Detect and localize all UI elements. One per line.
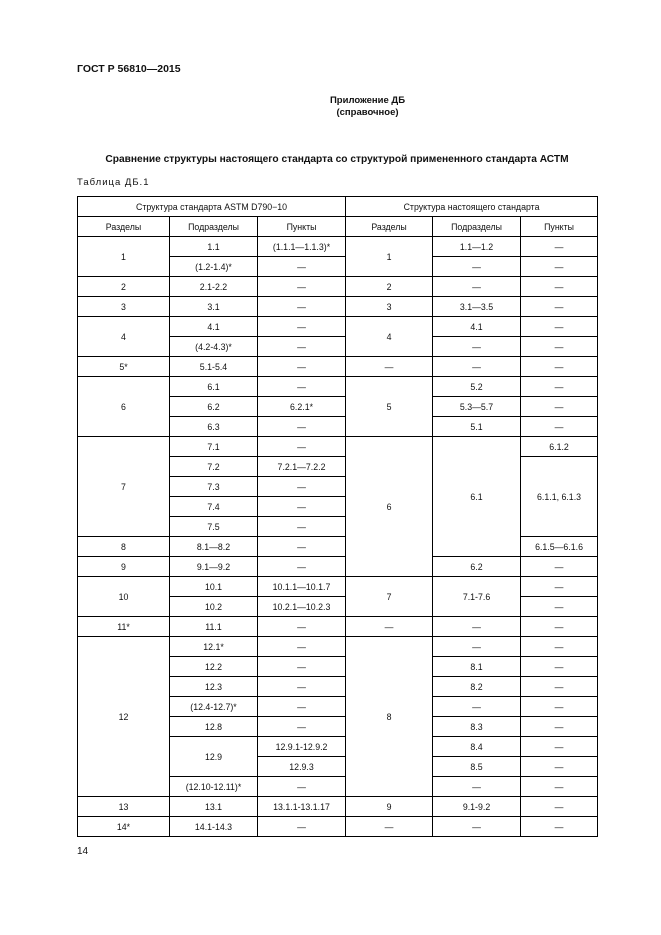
table-row — [78, 617, 598, 637]
table-cell: 4.1 — [170, 317, 258, 337]
table-cell: 13 — [78, 797, 170, 817]
table-cell: 6 — [78, 377, 170, 437]
table-cell: (12.4-12.7)* — [170, 697, 258, 717]
table-cell: 10 — [78, 577, 170, 617]
table-cell: — — [258, 357, 346, 377]
table-row — [78, 557, 598, 577]
table-cell: — — [346, 617, 433, 637]
table-cell: 3.1 — [170, 297, 258, 317]
table-cell: — — [521, 757, 598, 777]
table-cell: — — [521, 257, 598, 277]
table-cell: — — [521, 677, 598, 697]
table-cell: — — [433, 617, 521, 637]
table-cell: 3.1—3.5 — [433, 297, 521, 317]
table-cell: 1 — [78, 237, 170, 277]
table-cell: 9 — [78, 557, 170, 577]
table-cell: 1 — [346, 237, 433, 277]
table-cell: 1.1—1.2 — [433, 237, 521, 257]
table-cell: — — [258, 317, 346, 337]
table-cell: 9.1—9.2 — [170, 557, 258, 577]
table-cell: 14.1-14.3 — [170, 817, 258, 837]
table-cell: 6.1.1, 6.1.3 — [521, 457, 598, 537]
table-cell: 5.1 — [433, 417, 521, 437]
table-cell: 7.5 — [170, 517, 258, 537]
table-cell: 5.2 — [433, 377, 521, 397]
table-row — [78, 797, 598, 817]
section-heading: Сравнение структуры настоящего стандарта со структурой примененного стандарта АСТМ — [105, 154, 569, 165]
table-cell: 7.1 — [170, 437, 258, 457]
table-cell: 5.1-5.4 — [170, 357, 258, 377]
table-cell: 13.1 — [170, 797, 258, 817]
table-cell: — — [258, 617, 346, 637]
appendix-title: Приложение ДБ — [329, 95, 406, 106]
table-cell: — — [521, 277, 598, 297]
table-cell: — — [433, 637, 521, 657]
table-row — [78, 277, 598, 297]
table-cell: 1.1 — [170, 237, 258, 257]
table-cell: 12.8 — [170, 717, 258, 737]
table-cell: (12.10-12.11)* — [170, 777, 258, 797]
table-cell: (1.1.1—1.1.3)* — [258, 237, 346, 257]
table-cell: 10.1.1—10.1.7 — [258, 577, 346, 597]
table-cell: 10.1 — [170, 577, 258, 597]
column-header: Подразделы — [170, 217, 258, 237]
table-row — [78, 317, 598, 337]
table-cell: — — [258, 277, 346, 297]
table-cell: — — [521, 397, 598, 417]
table-cell: — — [521, 737, 598, 757]
table-cell: — — [521, 417, 598, 437]
group-header-astm: Структура стандарта ASTM D790−10 — [78, 197, 346, 217]
table-cell: 6.2 — [433, 557, 521, 577]
table-cell: — — [258, 697, 346, 717]
table-cell: — — [258, 557, 346, 577]
table-cell: 7.2 — [170, 457, 258, 477]
table-row — [78, 357, 598, 377]
table-cell: (4.2-4.3)* — [170, 337, 258, 357]
table-cell: — — [258, 257, 346, 277]
table-cell: — — [521, 237, 598, 257]
table-cell: 7 — [78, 437, 170, 537]
table-cell: — — [521, 557, 598, 577]
table-cell: 4 — [346, 317, 433, 357]
table-cell: 10.2 — [170, 597, 258, 617]
table-cell: 8 — [346, 637, 433, 797]
table-cell: — — [258, 437, 346, 457]
table-row — [78, 817, 598, 837]
table-cell: 8.4 — [433, 737, 521, 757]
table-cell: — — [521, 377, 598, 397]
table-cell: 6.1.2 — [521, 437, 598, 457]
table-cell: 8 — [78, 537, 170, 557]
table-cell: — — [433, 697, 521, 717]
table-cell: — — [521, 817, 598, 837]
column-header: Подразделы — [433, 217, 521, 237]
table-row — [78, 377, 598, 397]
table-cell: 11* — [78, 617, 170, 637]
table-cell: — — [433, 357, 521, 377]
table-cell: 6.1 — [170, 377, 258, 397]
table-cell: 4 — [78, 317, 170, 357]
table-cell: — — [258, 637, 346, 657]
table-cell: — — [258, 297, 346, 317]
column-header: Разделы — [346, 217, 433, 237]
table-cell: — — [521, 597, 598, 617]
table-cell: — — [433, 277, 521, 297]
table-cell: 7.1-7.6 — [433, 577, 521, 617]
comparison-table — [77, 196, 598, 837]
table-cell: — — [521, 697, 598, 717]
appendix-type: (справочное) — [336, 107, 399, 118]
table-caption: Таблица ДБ.1 — [77, 177, 150, 188]
table-cell: 3 — [346, 297, 433, 317]
table-cell: — — [258, 377, 346, 397]
table-cell: — — [433, 777, 521, 797]
table-cell: 12 — [78, 637, 170, 797]
table-cell: — — [258, 777, 346, 797]
table-cell: 6.3 — [170, 417, 258, 437]
table-cell: 6.1.5—6.1.6 — [521, 537, 598, 557]
table-cell: 12.9.1-12.9.2 — [258, 737, 346, 757]
table-cell: — — [433, 817, 521, 837]
column-header: Пункты — [521, 217, 598, 237]
table-cell: — — [521, 337, 598, 357]
table-cell: 10.2.1—10.2.3 — [258, 597, 346, 617]
table-cell: 7.2.1—7.2.2 — [258, 457, 346, 477]
table-cell: — — [258, 817, 346, 837]
table-cell: 2 — [346, 277, 433, 297]
table-cell: — — [258, 717, 346, 737]
table-cell: 3 — [78, 297, 170, 317]
table-cell: 6.1 — [433, 437, 521, 557]
table-cell: — — [258, 517, 346, 537]
table-cell: — — [258, 337, 346, 357]
table-cell: — — [258, 657, 346, 677]
table-cell: — — [258, 477, 346, 497]
table-cell: 12.9 — [170, 737, 258, 777]
table-cell: — — [258, 677, 346, 697]
column-header: Разделы — [78, 217, 170, 237]
table-cell: 11.1 — [170, 617, 258, 637]
table-cell: 9 — [346, 797, 433, 817]
table-cell: 12.9.3 — [258, 757, 346, 777]
table-cell: 8.3 — [433, 717, 521, 737]
table-cell: — — [433, 257, 521, 277]
table-cell: — — [521, 797, 598, 817]
table-cell: 6 — [346, 437, 433, 577]
table-cell: 8.1 — [433, 657, 521, 677]
table-cell: 12.3 — [170, 677, 258, 697]
table-cell: 6.2.1* — [258, 397, 346, 417]
table-cell: — — [521, 357, 598, 377]
table-cell: 7.4 — [170, 497, 258, 517]
column-header: Пункты — [258, 217, 346, 237]
table-cell: — — [521, 617, 598, 637]
table-row — [78, 637, 598, 657]
table-cell: 12.2 — [170, 657, 258, 677]
table-cell: 5* — [78, 357, 170, 377]
table-cell: — — [258, 537, 346, 557]
group-header-this-standard: Структура настоящего стандарта — [346, 197, 598, 217]
standard-code: ГОСТ Р 56810—2015 — [77, 63, 181, 75]
table-cell: — — [521, 637, 598, 657]
table-cell: — — [346, 357, 433, 377]
table-cell: — — [433, 337, 521, 357]
table-cell: 6.2 — [170, 397, 258, 417]
table-cell: — — [521, 657, 598, 677]
table-cell: 14* — [78, 817, 170, 837]
table-row — [78, 297, 598, 317]
table-cell: (1.2-1.4)* — [170, 257, 258, 277]
page-number: 14 — [77, 846, 89, 857]
table-cell: 7.3 — [170, 477, 258, 497]
table-cell: 5 — [346, 377, 433, 437]
table-row — [78, 577, 598, 597]
table-cell: 9.1-9.2 — [433, 797, 521, 817]
table-cell: — — [258, 497, 346, 517]
table-cell: 2 — [78, 277, 170, 297]
table-cell: 13.1.1-13.1.17 — [258, 797, 346, 817]
table-cell: 7 — [346, 577, 433, 617]
table-cell: 4.1 — [433, 317, 521, 337]
table-cell: 12.1* — [170, 637, 258, 657]
table-cell: — — [346, 817, 433, 837]
table-cell: — — [258, 417, 346, 437]
table-cell: 2.1-2.2 — [170, 277, 258, 297]
table-cell: — — [521, 577, 598, 597]
table-row — [78, 237, 598, 257]
table-row — [78, 437, 598, 457]
table-cell: — — [521, 297, 598, 317]
table-cell: — — [521, 777, 598, 797]
table-cell: — — [521, 317, 598, 337]
table-cell: 8.5 — [433, 757, 521, 777]
table-cell: 8.2 — [433, 677, 521, 697]
table-cell: 8.1—8.2 — [170, 537, 258, 557]
table-cell: — — [521, 717, 598, 737]
table-cell: 5.3—5.7 — [433, 397, 521, 417]
